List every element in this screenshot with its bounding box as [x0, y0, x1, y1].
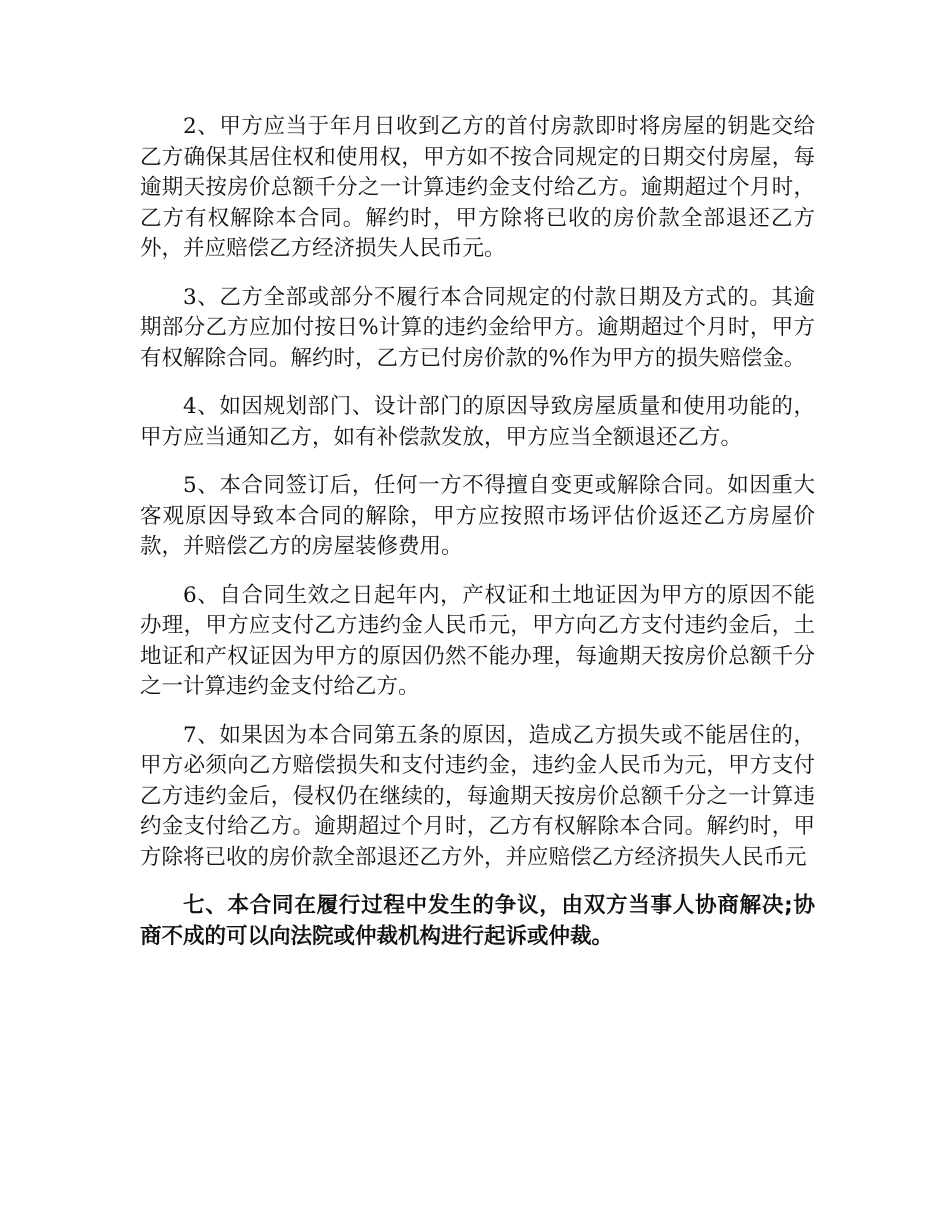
clause-paragraph-2: 2、甲方应当于年月日收到乙方的首付房款即时将房屋的钥匙交给乙方确保其居住权和使用权，甲方如不按合同规定的日期交付房屋，每逾期天按房价总额千分之一计算违约金支付给乙方。逾期超过个月时，乙方有权解除本合同。解约时，甲方除将已收的房价款全部退还乙方外，并应赔偿乙方经济损失人民币元。	[140, 114, 815, 261]
clause-paragraph-7: 7、如果因为本合同第五条的原因，造成乙方损失或不能居住的，甲方必须向乙方赔偿损失和支付违约金，违约金人民币为元，甲方支付乙方违约金后，侵权仍在继续的，每逾期天按房价总额千分之一计算违约金支付给乙方。逾期超过个月时，乙方有权解除本合同。解约时，甲方除将已收的房价款全部退还乙方外，并应赔偿乙方经济损失人民币元	[140, 722, 815, 870]
document-page	[140, 112, 815, 970]
clause-seven-heading: 七、本合同在履行过程中发生的争议，由双方当事人协商解决;协商不成的可以向法院或仲裁机构进行起诉或仲裁。	[140, 893, 815, 949]
clause-paragraph-5: 5、本合同签订后，任何一方不得擅自变更或解除合同。如因重大客观原因导致本合同的解除，甲方应按照市场评估价返还乙方房屋价款，并赔偿乙方的房屋装修费用。	[140, 473, 815, 559]
clause-paragraph-4: 4、如因规划部门、设计部门的原因导致房屋质量和使用功能的，甲方应当通知乙方，如有补偿款发放，甲方应当全额退还乙方。	[140, 394, 815, 450]
clause-paragraph-6: 6、自合同生效之日起年内，产权证和土地证因为甲方的原因不能办理，甲方应支付乙方违约金人民币元，甲方向乙方支付违约金后，土地证和产权证因为甲方的原因仍然不能办理，每逾期天按房价总额千分之一计算违约金支付给乙方。	[140, 582, 815, 699]
clause-paragraph-3: 3、乙方全部或部分不履行本合同规定的付款日期及方式的。其逾期部分乙方应加付按日%计算的违约金给甲方。逾期超过个月时，甲方有权解除合同。解约时，乙方已付房价款的%作为甲方的损失赔偿金。	[140, 284, 815, 371]
